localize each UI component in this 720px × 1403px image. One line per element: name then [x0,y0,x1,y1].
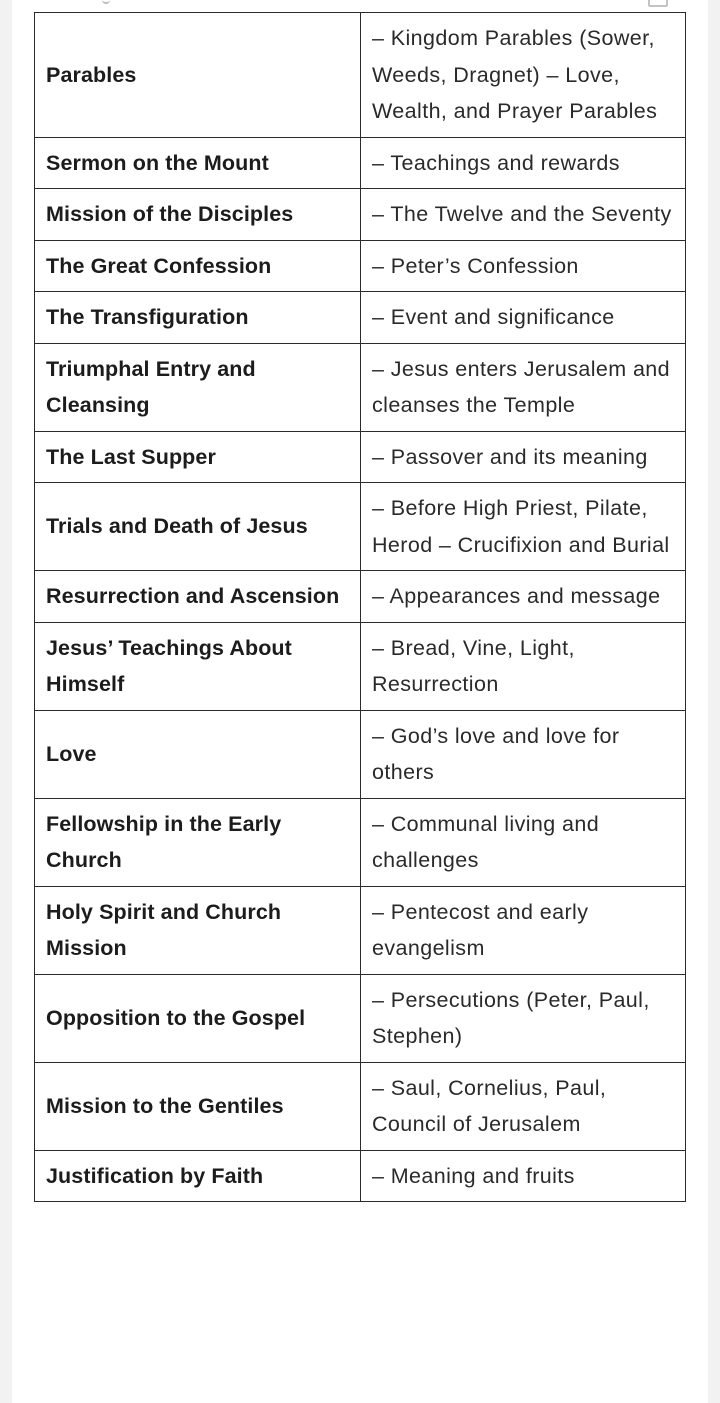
description-cell: – Passover and its meaning [361,431,686,483]
description-cell: – Saul, Cornelius, Paul, Council of Jerusalem [361,1062,686,1150]
topic-cell: Parables [35,13,361,138]
description-cell: – Pentecost and early evangelism [361,886,686,974]
description-cell: – Appearances and message [361,571,686,623]
table-row [35,974,686,1062]
table-row [35,622,686,710]
table-row [35,431,686,483]
topic-cell: The Great Confession [35,240,361,292]
page-content [12,0,708,1403]
topic-cell: Jesus’ Teachings About Himself [35,622,361,710]
description-cell: – Kingdom Parables (Sower, Weeds, Dragnet) – Love, Wealth, and Prayer Parables [361,13,686,138]
topic-cell: Trials and Death of Jesus [35,483,361,571]
description-cell: – Teachings and rewards [361,137,686,189]
topic-cell: The Last Supper [35,431,361,483]
description-cell: – Communal living and challenges [361,798,686,886]
table-row [35,571,686,623]
description-cell: – Bread, Vine, Light, Resurrection [361,622,686,710]
cropped-icon-fragment [102,0,110,4]
topic-cell: Triumphal Entry and Cleansing [35,343,361,431]
table-row [35,13,686,138]
table-row [35,710,686,798]
description-cell: – Jesus enters Jerusalem and cleanses the Temple [361,343,686,431]
table-row [35,886,686,974]
table-row [35,292,686,344]
topic-cell: Justification by Faith [35,1150,361,1202]
cropped-icon-fragment [648,0,668,7]
topic-cell: Love [35,710,361,798]
topic-cell: Holy Spirit and Church Mission [35,886,361,974]
table-row [35,189,686,241]
topic-cell: Mission to the Gentiles [35,1062,361,1150]
topic-cell: Opposition to the Gospel [35,974,361,1062]
table-row [35,1062,686,1150]
topic-cell: Mission of the Disciples [35,189,361,241]
topic-cell: The Transfiguration [35,292,361,344]
table-row [35,240,686,292]
topics-table [34,12,686,1202]
description-cell: – Persecutions (Peter, Paul, Stephen) [361,974,686,1062]
table-row [35,137,686,189]
topic-cell: Sermon on the Mount [35,137,361,189]
topic-cell: Fellowship in the Early Church [35,798,361,886]
description-cell: – Meaning and fruits [361,1150,686,1202]
description-cell: – The Twelve and the Seventy [361,189,686,241]
description-cell: – Before High Priest, Pilate, Herod – Crucifixion and Burial [361,483,686,571]
description-cell: – Peter’s Confession [361,240,686,292]
description-cell: – Event and significance [361,292,686,344]
table-row [35,798,686,886]
description-cell: – God’s love and love for others [361,710,686,798]
table-row [35,1150,686,1202]
topic-cell: Resurrection and Ascension [35,571,361,623]
table-row [35,343,686,431]
table-row [35,483,686,571]
